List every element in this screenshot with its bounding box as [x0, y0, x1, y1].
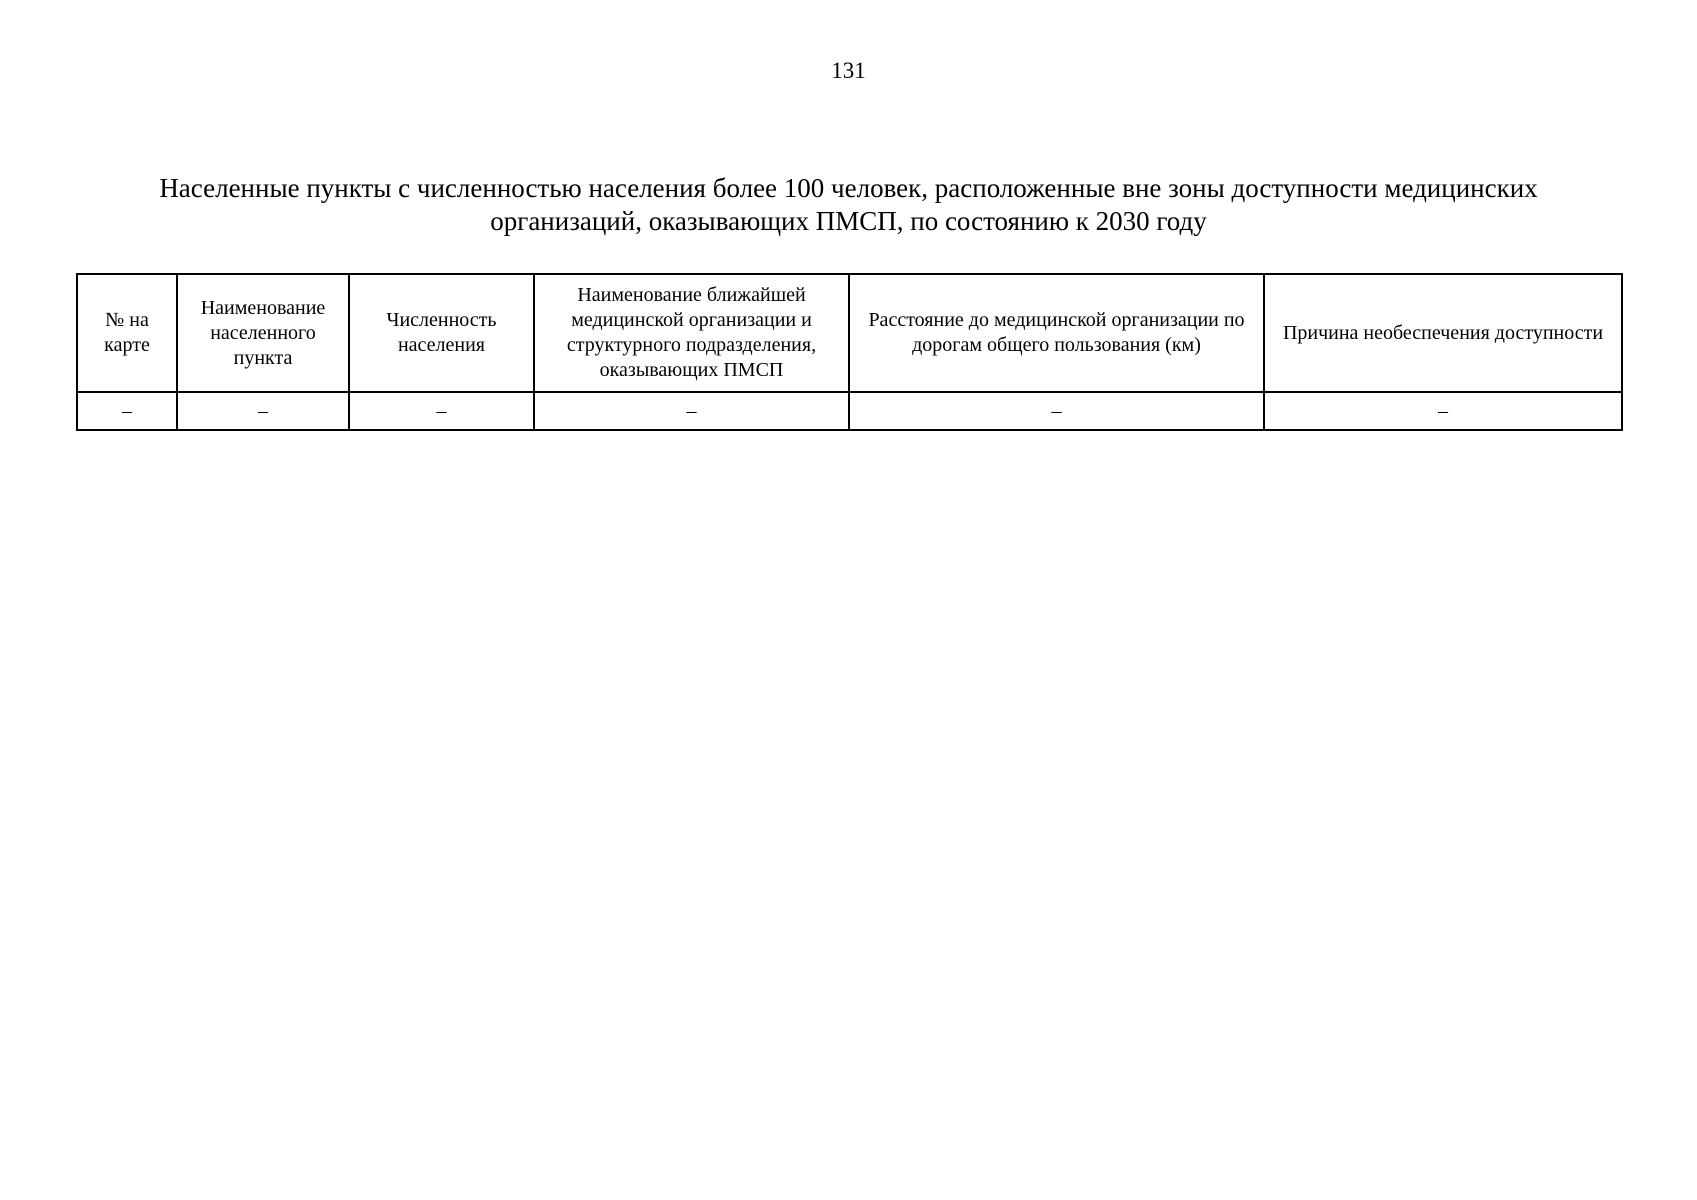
header-map-number: № на карте: [77, 274, 177, 392]
table-cell: –: [1264, 392, 1622, 430]
document-title: [60, 172, 1637, 238]
table-cell: –: [177, 392, 349, 430]
table-cell: –: [349, 392, 534, 430]
table-cell: –: [77, 392, 177, 430]
table-row: [77, 392, 1622, 430]
settlements-table: [76, 273, 1623, 431]
header-settlement-name: Наименование населенного пункта: [177, 274, 349, 392]
header-distance: Расстояние до медицинской организации по дорогам общего пользования (км): [849, 274, 1264, 392]
header-population: Численность населения: [349, 274, 534, 392]
header-reason: Причина необеспечения доступности: [1264, 274, 1622, 392]
table-header-row: [77, 274, 1622, 392]
table-cell: –: [849, 392, 1264, 430]
document-title-line-1: Населенные пункты с численностью населения более 100 человек, расположенные вне зоны доступности медицинских: [159, 173, 1538, 203]
page-number: 131: [831, 58, 866, 83]
document-title-line-2: организаций, оказывающих ПМСП, по состоянию к 2030 году: [490, 206, 1207, 236]
header-nearest-medical-organization: Наименование ближайшей медицинской организации и структурного подразделения, оказывающих ПМСП: [534, 274, 849, 392]
table-cell: –: [534, 392, 849, 430]
